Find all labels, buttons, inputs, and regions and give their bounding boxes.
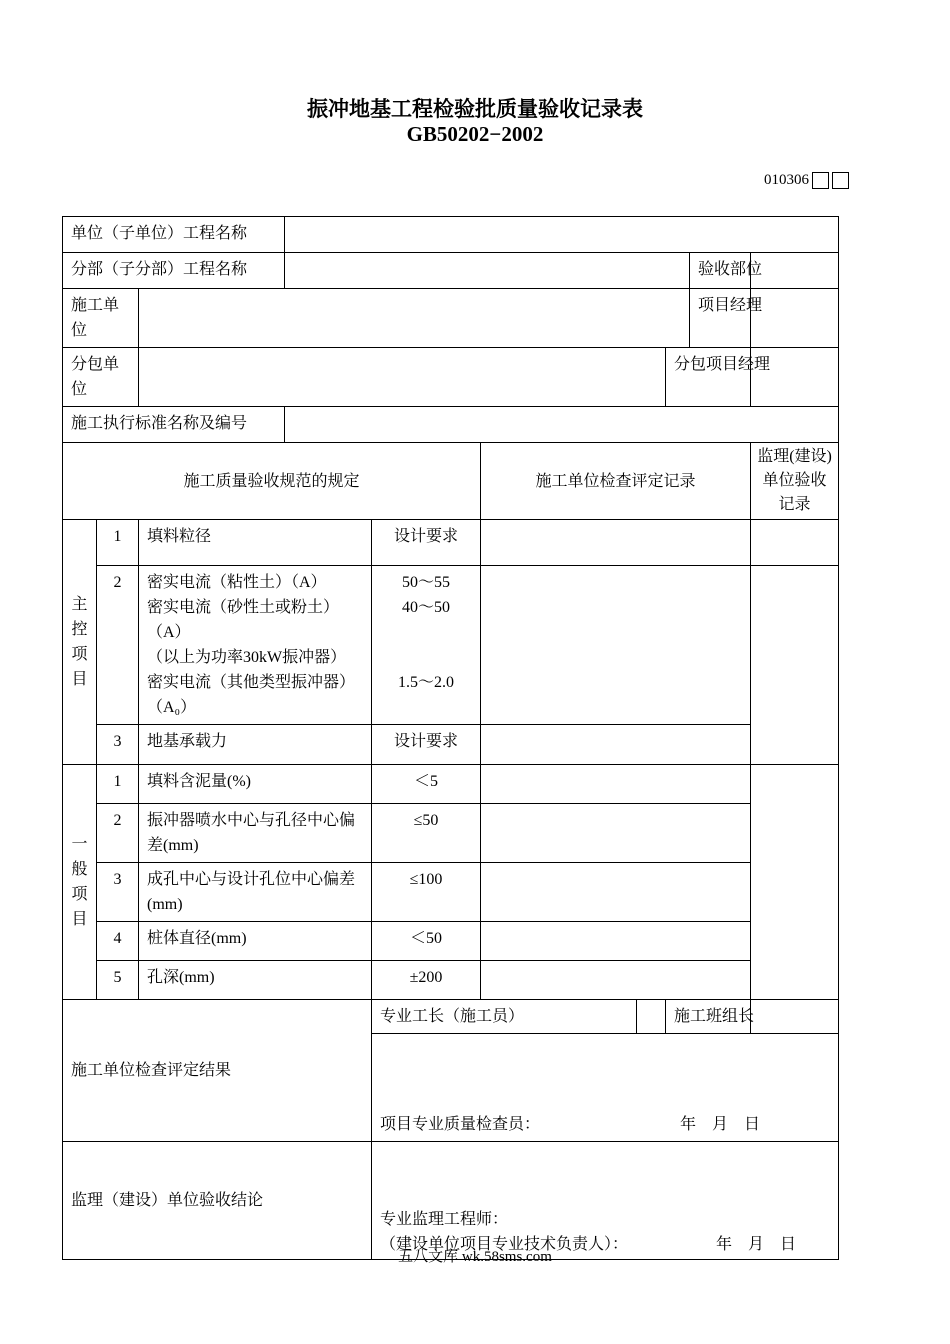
main-item-2-name-line-3: （以上为功率30kW振冲器） — [147, 649, 347, 666]
main-item-2-name-line-2: 密实电流（砂性土或粉土）（A） — [147, 599, 340, 641]
unit-project-label: 单位（子单位）工程名称 — [63, 217, 285, 253]
acceptance-part-value[interactable] — [751, 253, 839, 289]
general-label-text: 一般项目 — [71, 836, 88, 928]
construction-unit-label: 施工单位 — [63, 289, 139, 348]
main-item-1-supervision[interactable] — [751, 520, 839, 566]
general-item-5-requirement: ±200 — [372, 961, 481, 1000]
unit-project-value[interactable] — [285, 217, 839, 253]
main-item-2-name-line-4: 密实电流（其他类型振冲器）（A₀） — [147, 674, 356, 716]
main-item-2-name — [139, 566, 372, 725]
conclusion-date: 年 月 日 — [716, 1236, 797, 1253]
general-item-4-check[interactable] — [481, 922, 751, 961]
foreman-label: 专业工长（施工员） — [372, 1000, 637, 1034]
main-item-2-req-2: 40～50 — [402, 599, 451, 616]
main-item-1-check[interactable] — [481, 520, 751, 566]
subcontractor-value[interactable] — [139, 348, 666, 407]
general-supervision[interactable] — [751, 765, 839, 1000]
main-item-2-name-line-1: 密实电流（粘性土）（A） — [147, 574, 327, 591]
spec-column-header: 施工质量验收规范的规定 — [63, 443, 481, 520]
main-item-3-no: 3 — [97, 725, 139, 765]
general-item-5-check[interactable] — [481, 961, 751, 1000]
main-item-2-3-supervision[interactable] — [751, 566, 839, 765]
check-result-signature-area[interactable] — [372, 1034, 839, 1142]
general-section-label — [63, 765, 97, 1000]
construction-unit-value[interactable] — [139, 289, 690, 348]
sub-project-value[interactable] — [285, 253, 690, 289]
general-item-3-requirement: ≤100 — [372, 863, 481, 922]
inspector-label: 项目专业质量检查员： — [380, 1116, 541, 1133]
main-item-1-requirement: 设计要求 — [372, 520, 481, 566]
form-number — [764, 172, 849, 189]
general-item-2-check[interactable] — [481, 804, 751, 863]
foreman-value[interactable] — [637, 1000, 666, 1034]
subcontractor-label: 分包单位 — [63, 348, 139, 407]
conclusion-label: 监理（建设）单位验收结论 — [63, 1142, 372, 1260]
standard-name-label: 施工执行标准名称及编号 — [63, 407, 285, 443]
general-item-2-name: 振冲器喷水中心与孔径中心偏差(mm) — [139, 804, 372, 863]
form-code-box-1[interactable] — [812, 172, 829, 189]
general-item-2-no: 2 — [97, 804, 139, 863]
general-item-3-no: 3 — [97, 863, 139, 922]
team-leader-value[interactable] — [751, 1000, 839, 1034]
form-code-box-2[interactable] — [832, 172, 849, 189]
general-item-1-requirement: ＜5 — [372, 765, 481, 804]
general-item-5-name: 孔深(mm) — [139, 961, 372, 1000]
team-leader-label: 施工班组长 — [666, 1000, 751, 1034]
general-item-3-name: 成孔中心与设计孔位中心偏差(mm) — [139, 863, 372, 922]
engineer-label: 专业监理工程师： — [380, 1211, 509, 1228]
sub-project-label: 分部（子分部）工程名称 — [63, 253, 285, 289]
standard-code: GB50202−2002 — [406, 122, 544, 146]
general-item-5-no: 5 — [97, 961, 139, 1000]
general-item-4-no: 4 — [97, 922, 139, 961]
conclusion-signature-area[interactable] — [372, 1142, 839, 1260]
construction-check-column-header: 施工单位检查评定记录 — [481, 443, 751, 520]
footer-watermark: 五八文库 wk.58sms.com — [398, 1249, 552, 1265]
supervision-record-column-header: 监理(建设)单位验收记录 — [751, 443, 839, 520]
general-item-4-name: 桩体直径(mm) — [139, 922, 372, 961]
general-item-1-no: 1 — [97, 765, 139, 804]
main-item-2-req-3: 1.5～2.0 — [398, 674, 455, 691]
main-item-3-check[interactable] — [481, 725, 751, 765]
main-item-2-requirement — [372, 566, 481, 725]
owner-rep-label: （建设单位项目专业技术负责人）： — [380, 1236, 629, 1253]
general-item-2-requirement: ≤50 — [372, 804, 481, 863]
project-manager-value[interactable] — [751, 289, 839, 348]
check-result-date: 年 月 日 — [680, 1116, 761, 1133]
main-item-2-req-1: 50～55 — [402, 574, 451, 591]
main-item-1-no: 1 — [97, 520, 139, 566]
standard-name-value[interactable] — [285, 407, 839, 443]
main-item-2-check[interactable] — [481, 566, 751, 725]
form-title: 振冲地基工程检验批质量验收记录表 — [307, 97, 643, 121]
general-item-1-name: 填料含泥量(%) — [139, 765, 372, 804]
project-manager-label: 项目经理 — [690, 289, 751, 348]
main-item-2-no: 2 — [97, 566, 139, 725]
general-item-1-check[interactable] — [481, 765, 751, 804]
main-control-section-label — [63, 520, 97, 765]
main-control-label-text: 主控项目 — [71, 596, 88, 688]
main-item-1-name: 填料粒径 — [139, 520, 372, 566]
general-item-3-check[interactable] — [481, 863, 751, 922]
form-code-text: 010306 — [764, 172, 809, 188]
check-result-label: 施工单位检查评定结果 — [63, 1000, 372, 1142]
main-item-3-requirement: 设计要求 — [372, 725, 481, 765]
acceptance-record-table — [62, 216, 839, 1260]
general-item-4-requirement: ＜50 — [372, 922, 481, 961]
acceptance-part-label: 验收部位 — [690, 253, 751, 289]
subcontract-manager-label: 分包项目经理 — [666, 348, 751, 407]
main-item-3-name: 地基承载力 — [139, 725, 372, 765]
